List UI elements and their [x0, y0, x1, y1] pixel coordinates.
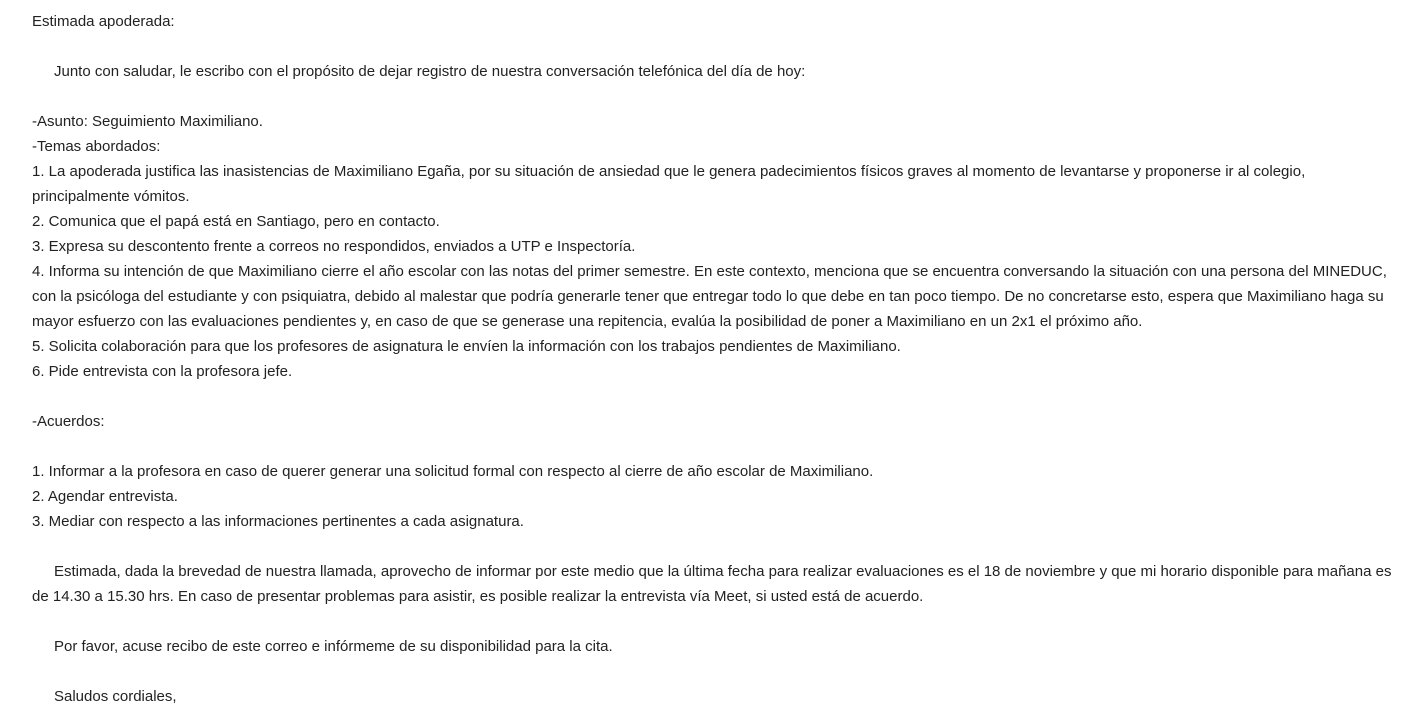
topics-heading: -Temas abordados: [32, 138, 161, 155]
blank-line [32, 434, 1392, 459]
signoff: Saludos cordiales, [54, 688, 177, 705]
blank-line [32, 659, 1392, 684]
topic-item: 3. Expresa su descontento frente a correos no respondidos, enviados a UTP e Inspectoría. [32, 238, 636, 255]
topic-item: 2. Comunica que el papá está en Santiago, pero en contacto. [32, 213, 440, 230]
blank-line [32, 384, 1392, 409]
blank-line [32, 34, 1392, 59]
topic-item: 4. Informa su intención de que Maximiliano cierre el año escolar con las notas del primer semestre. En este contexto, menciona que se encuentra conversando la situación con una persona del MINEDUC, con la psicóloga del estudiante y con psiquiatra, debido al malestar que podría generarle tener que entregar todo lo que debe en tan poco tiempo. De no concretarse esto, espera que Maximiliano haga su mayor esfuerzo con las evaluaciones pendientes y, en caso de que se generase una repitencia, evalúa la posibilidad de poner a Maximiliano en un 2x1 el próximo año. [32, 263, 1387, 330]
intro-paragraph: Junto con saludar, le escribo con el propósito de dejar registro de nuestra conversación telefónica del día de hoy: [54, 63, 806, 80]
agreement-item: 3. Mediar con respecto a las informaciones pertinentes a cada asignatura. [32, 513, 524, 530]
greeting: Estimada apoderada: [32, 13, 175, 30]
agreements-heading: -Acuerdos: [32, 413, 105, 430]
blank-line [32, 534, 1392, 559]
agreement-item: 2. Agendar entrevista. [32, 488, 178, 505]
subject-line: -Asunto: Seguimiento Maximiliano. [32, 113, 263, 130]
blank-line [32, 609, 1392, 634]
topic-item: 6. Pide entrevista con la profesora jefe. [32, 363, 293, 380]
topic-item: 1. La apoderada justifica las inasistencias de Maximiliano Egaña, por su situación de ansiedad que le genera padecimientos físicos graves al momento de levantarse y proponerse ir al colegio, principalmente vómitos. [32, 163, 1306, 205]
availability-paragraph: Estimada, dada la brevedad de nuestra llamada, aprovecho de informar por este medio que la última fecha para realizar evaluaciones es el 18 de noviembre y que mi horario disponible para mañana es de 14.30 a 15.30 hrs. En caso de presentar problemas para asistir, es posible realizar la entrevista vía Meet, si usted está de acuerdo. [32, 563, 1392, 605]
blank-line [32, 84, 1392, 109]
agreement-item: 1. Informar a la profesora en caso de querer generar una solicitud formal con respecto al cierre de año escolar de Maximiliano. [32, 463, 874, 480]
topic-item: 5. Solicita colaboración para que los profesores de asignatura le envíen la información con los trabajos pendientes de Maximiliano. [32, 338, 901, 355]
acknowledgement-request: Por favor, acuse recibo de este correo e infórmeme de su disponibilidad para la cita. [54, 638, 613, 655]
